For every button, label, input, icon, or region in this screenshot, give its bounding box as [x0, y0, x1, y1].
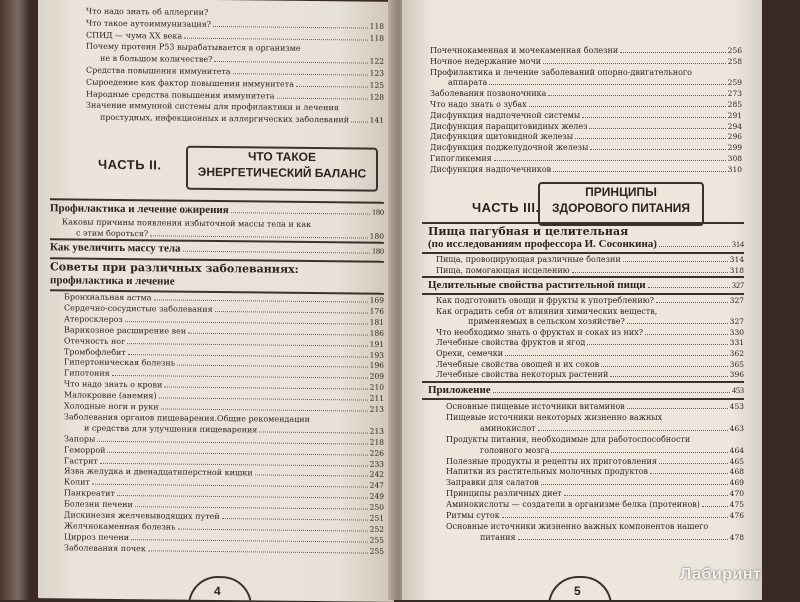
toc-entry	[446, 522, 744, 532]
toc-page-number: 176	[369, 306, 384, 316]
toc-page-number: 464	[729, 445, 744, 455]
toc-entry-title: Народные средства повышения иммунитета	[86, 89, 275, 101]
toc-entry	[446, 467, 744, 477]
toc-entry-title: Как подготовить овощи и фрукты к употреблению?	[436, 296, 654, 305]
toc-page-number: 249	[369, 491, 384, 501]
toc-entry-title: Болезни печени	[64, 499, 133, 510]
dot-leader	[623, 261, 728, 262]
toc-page-number: 193	[369, 350, 384, 360]
toc-entry-title: Ритмы суток	[446, 511, 500, 520]
dot-leader	[493, 392, 730, 393]
toc-page-number: 196	[369, 360, 384, 371]
toc-entry-title: Что такое аутоиммунизация?	[86, 18, 212, 29]
toc-entry	[436, 266, 744, 276]
toc-entry	[86, 42, 384, 55]
toc-entry-title: и средства для улучшения пищеварения	[84, 423, 258, 435]
dot-leader	[656, 302, 728, 303]
toc-entry	[430, 122, 742, 132]
toc-entry-title: Малокровие (анемия)	[64, 390, 157, 401]
toc-entry-title: Лечебные свойства фруктов и ягод	[436, 338, 586, 348]
toc-entry	[436, 296, 744, 306]
toc-entry	[430, 68, 742, 78]
toc-page-number: 476	[729, 511, 744, 520]
toc-entry	[436, 370, 744, 380]
dot-leader	[277, 97, 368, 99]
toc-entry	[86, 18, 384, 31]
toc-page-number: 233	[369, 459, 384, 469]
toc-entry-title: применяемых в сельском хозяйстве?	[468, 317, 625, 327]
toc-entry	[480, 533, 744, 543]
toc-entry-title: Как оградить себя от влияния химических веществ,	[436, 306, 658, 316]
toc-page-number: 252	[369, 524, 384, 534]
toc-page-number: 362	[729, 349, 744, 358]
toc-entry-title: Сердечно-сосудистые заболевания	[64, 303, 213, 314]
toc-page-number: 255	[369, 535, 384, 545]
dot-leader	[582, 117, 725, 118]
toc-page-number: 259	[727, 78, 742, 88]
dot-leader	[128, 354, 368, 358]
toc-entry-title: Цирроз печени	[64, 532, 130, 542]
section-rule	[422, 222, 744, 224]
section-rule	[422, 252, 744, 254]
dot-leader	[627, 408, 728, 409]
dot-leader	[553, 171, 726, 172]
dot-leader	[610, 376, 727, 377]
dot-leader	[233, 73, 368, 75]
toc-entry	[430, 100, 742, 110]
dot-leader	[351, 122, 368, 123]
toc-entry-title: Тромбофлебит	[64, 346, 126, 357]
toc-page-number: 314	[729, 255, 744, 264]
dot-leader	[150, 235, 367, 238]
part-title-line: ЭНЕРГЕТИЧЕСКИЙ БАЛАНС	[197, 164, 367, 181]
toc-entry	[436, 255, 744, 265]
toc-page-number: 299	[727, 143, 742, 153]
toc-entry	[446, 457, 744, 467]
dot-leader	[117, 495, 368, 499]
watermark-logo: Лабиринт	[680, 566, 762, 583]
toc-entry	[64, 543, 384, 556]
toc-page-number: 256	[727, 46, 742, 55]
dot-leader	[127, 343, 367, 347]
toc-page-number: 310	[727, 164, 742, 174]
toc-entry	[430, 46, 742, 56]
dot-leader	[97, 440, 367, 444]
toc-entry-title: Значение иммунной системы для профилактики и лечения	[86, 101, 339, 113]
toc-entry-title: Колит	[64, 477, 90, 487]
section-heading: Пища пагубная и целительная	[428, 225, 629, 238]
dot-leader	[575, 138, 726, 139]
toc-entry	[430, 111, 742, 121]
section-heading-cont	[428, 238, 744, 251]
toc-entry	[468, 317, 744, 327]
dot-leader	[541, 484, 728, 485]
toc-entry-title: Дисфункция паращитовидных желез	[430, 121, 588, 131]
dot-leader	[659, 463, 728, 464]
toc-page-number: 453	[729, 402, 744, 411]
dot-leader	[564, 495, 728, 496]
toc-entry	[436, 307, 744, 317]
toc-entry	[446, 402, 744, 412]
toc-entry-title: Варикозное расширение вен	[64, 325, 187, 336]
toc-entry	[446, 489, 744, 499]
toc-entry-title: Холодные ноги и руки	[64, 401, 159, 412]
toc-page-number: 123	[369, 68, 384, 78]
dot-leader	[159, 397, 368, 400]
section-title: (по исследованиям профессора И. Сосонкина)	[428, 238, 657, 250]
toc-page-number: 468	[729, 467, 744, 477]
dot-leader	[131, 539, 368, 542]
toc-entry-title: аминокислот	[480, 423, 536, 433]
toc-entry-title: Пища, помогающая исцелению	[436, 266, 570, 275]
toc-entry-title: Принципы различных диет	[446, 489, 562, 499]
toc-page-number: 251	[369, 513, 384, 523]
section-page-number: 180	[372, 246, 384, 256]
toc-entry	[446, 478, 744, 488]
dot-leader	[543, 63, 726, 64]
toc-entry-title: не в большом количестве?	[100, 53, 213, 65]
toc-entry	[436, 360, 744, 370]
toc-entry	[448, 78, 742, 88]
toc-entry-title: Гипотония	[64, 368, 110, 379]
toc-page-number: 118	[369, 21, 384, 31]
toc-page-number: 273	[727, 89, 742, 99]
dot-leader	[184, 37, 368, 40]
right-page	[402, 0, 762, 600]
toc-entry-title: Бронхиальная астма	[64, 292, 152, 303]
page-number: 4	[214, 583, 221, 599]
toc-entry-title: СПИД — чума XX века	[86, 30, 183, 41]
left-page	[38, 0, 394, 602]
dot-leader	[296, 86, 368, 88]
toc-page-number: 141	[369, 115, 384, 125]
section-heading	[50, 241, 384, 257]
toc-entry-title: Пищевые источники некоторых жизненно важных	[446, 412, 663, 422]
toc-page-number: 118	[369, 33, 384, 43]
toc-entry	[86, 7, 384, 20]
toc-page-number: 365	[729, 359, 744, 369]
toc-entry-title: Дисфункция надпочечников	[430, 164, 552, 174]
toc-page-number: 308	[727, 154, 742, 163]
toc-entry-title: Профилактика и лечение заболеваний опорно-двигательного	[430, 67, 692, 77]
part-title-box	[186, 146, 378, 192]
toc-entry-title: Лечебные свойства некоторых растений	[436, 370, 609, 380]
toc-entry	[436, 328, 744, 338]
toc-page-number: 475	[729, 500, 744, 510]
section-page-number: 314	[732, 240, 744, 249]
toc-entry	[86, 66, 384, 79]
toc-entry-title: Дисфункция щитовидной железы	[430, 132, 574, 142]
section-heading: Советы при различных заболеваниях:	[50, 260, 299, 276]
toc-entry	[436, 349, 744, 359]
dot-leader	[231, 212, 370, 214]
toc-page-number: 258	[727, 56, 742, 66]
dot-leader	[648, 287, 730, 288]
toc-page-number: 213	[369, 426, 384, 436]
toc-entry	[446, 413, 744, 423]
part-label: ЧАСТЬ III.	[472, 200, 540, 215]
toc-page-number: 478	[729, 532, 744, 542]
toc-entry	[430, 154, 742, 164]
toc-entry-title: Что необходимо знать о фруктах и соках из них?	[436, 327, 644, 337]
dot-leader	[107, 451, 367, 455]
dot-leader	[178, 528, 368, 531]
dot-leader	[551, 452, 727, 453]
toc-page-number: 331	[729, 338, 744, 348]
dot-leader	[601, 366, 728, 367]
toc-page-number: 294	[727, 121, 742, 131]
toc-page-number: 181	[369, 317, 384, 327]
toc-entry-title: Аминокислоты — создатели в организме белка (протеинов)	[446, 500, 700, 510]
part-title-line: ЗДОРОВОГО ПИТАНИЯ	[552, 201, 690, 215]
section-title: профилактика и лечение	[50, 274, 175, 288]
section-title: Профилактика и лечение ожирения	[50, 202, 229, 217]
dot-leader	[255, 475, 368, 477]
section-page-number: 180	[372, 207, 384, 217]
toc-page-number: 191	[369, 339, 384, 349]
part-title-box	[538, 182, 704, 226]
toc-entry-title: Почему протеин Р53 вырабатывается в организме	[86, 42, 301, 54]
section-title: Целительные свойства растительной пищи	[428, 279, 646, 291]
dot-leader	[164, 387, 367, 390]
toc-entry-title: Геморрой	[64, 445, 106, 455]
section-rule	[422, 398, 744, 400]
section-heading	[428, 384, 744, 397]
toc-entry-title: Орехи, семечки	[436, 349, 504, 358]
toc-entry-title: Панкреатит	[64, 488, 115, 499]
toc-page-number: 463	[729, 423, 744, 433]
dot-leader	[161, 408, 368, 411]
toc-page-number: 327	[729, 296, 744, 305]
dot-leader	[590, 149, 725, 150]
toc-entry-title: Язва желудка и двенадцатиперстной кишки	[64, 466, 253, 478]
part-title-line: ПРИНЦИПЫ	[585, 185, 657, 199]
toc-entry-title: Запоры	[64, 434, 96, 444]
toc-page-number: 186	[369, 328, 384, 338]
dot-leader	[650, 473, 728, 474]
dot-leader	[135, 506, 368, 509]
toc-page-number: 122	[369, 56, 384, 66]
part-label: ЧАСТЬ II.	[98, 156, 162, 173]
toc-entry	[446, 435, 744, 445]
toc-page-number: 210	[369, 382, 384, 392]
toc-page-number: 318	[729, 266, 744, 275]
toc-page-number: 330	[729, 327, 744, 337]
toc-page-number: 255	[369, 546, 384, 556]
dot-leader	[259, 431, 367, 433]
toc-entry	[100, 113, 384, 126]
toc-page-number: 226	[369, 448, 384, 458]
section-heading-cont	[50, 274, 384, 290]
toc-entry-title: головного мозга	[480, 445, 550, 455]
toc-entry-title: Дискинезия желчевыводящих путей	[64, 510, 220, 522]
toc-entry-title: Основные источники жизненно важных компонентов нашего	[446, 521, 709, 531]
dot-leader	[505, 355, 728, 356]
toc-entry-title: Что надо знать о крови	[64, 379, 163, 390]
dot-leader	[213, 26, 368, 29]
toc-page-number: 180	[369, 231, 384, 241]
toc-page-number: 396	[729, 370, 744, 380]
dot-leader	[494, 160, 726, 161]
toc-entry	[86, 89, 384, 102]
dot-leader	[627, 323, 728, 324]
toc-entry-title: Напитки из растительных молочных продуктов	[446, 467, 649, 477]
toc-entry-title: Ночное недержание мочи	[430, 56, 542, 66]
toc-page-number: 470	[729, 489, 744, 499]
toc-page-number: 242	[369, 469, 384, 480]
toc-entry-title: Сыроедение как фактор повышения иммунитета	[86, 77, 294, 89]
toc-page-number: 211	[369, 393, 384, 403]
dot-leader	[188, 332, 367, 335]
toc-entry	[86, 30, 384, 43]
dot-leader	[92, 484, 368, 488]
toc-entry-title: Лечебные свойства овощей и их соков	[436, 359, 600, 369]
section-rule	[422, 381, 744, 383]
dot-leader	[529, 106, 726, 107]
toc-entry-title: Заболевания органов пищеварения.Общие рекомендации	[64, 412, 310, 424]
toc-entry-title: Что надо знать о зубах	[430, 100, 527, 109]
dot-leader	[548, 95, 725, 96]
section-title: Как увеличить массу тела	[50, 241, 181, 255]
toc-entry-title: Дисфункция поджелудочной железы	[430, 143, 589, 153]
section-heading	[50, 202, 384, 218]
dot-leader	[489, 84, 725, 85]
toc-page-number: 469	[729, 478, 744, 488]
part-title-line: ЧТО ТАКОЕ	[247, 149, 317, 165]
toc-entry-title: Гипогликемия	[430, 154, 492, 163]
dot-leader	[518, 539, 728, 540]
toc-entry	[430, 165, 742, 175]
dot-leader	[215, 311, 368, 314]
toc-page-number: 125	[369, 80, 384, 90]
section-title: Приложение	[428, 384, 491, 396]
dot-leader	[645, 334, 728, 335]
toc-entry-title: Основные пищевые источники витаминов	[446, 402, 625, 411]
toc-entry-title: Почечнокаменная и мочекаменная болезни	[430, 46, 619, 55]
toc-page-number: 247	[369, 480, 384, 491]
dot-leader	[177, 365, 368, 368]
dot-leader	[702, 506, 728, 507]
dot-leader	[538, 430, 728, 431]
dot-leader	[659, 246, 730, 247]
toc-entry	[430, 57, 742, 67]
toc-entry-title: Заболевания позвоночника	[430, 89, 547, 99]
toc-entry	[480, 424, 744, 434]
toc-entry-title: питания	[480, 532, 516, 542]
toc-entry-title: Полезные продукты и рецепты их приготовления	[446, 456, 657, 466]
toc-page-number: 128	[369, 92, 384, 102]
dot-leader	[502, 517, 728, 518]
toc-entry	[86, 101, 384, 114]
toc-entry-title: с этим бороться?	[76, 228, 149, 239]
dot-leader	[572, 272, 728, 273]
section-heading	[428, 279, 744, 292]
dot-leader	[589, 128, 725, 129]
dot-leader	[125, 321, 368, 325]
toc-entry-title: Дисфункция надпочечной системы	[430, 110, 581, 120]
dot-leader	[100, 462, 368, 466]
dot-leader	[214, 61, 367, 64]
toc-entry-title: Заправки для салатов	[446, 478, 539, 488]
dot-leader	[112, 375, 368, 379]
toc-page-number: 218	[369, 437, 384, 447]
toc-page-number: 291	[727, 110, 742, 120]
toc-page-number: 169	[369, 295, 384, 305]
toc-entry-title: аппарата	[448, 78, 488, 88]
toc-page-number: 296	[727, 132, 742, 142]
toc-entry	[446, 511, 744, 521]
toc-page-number: 465	[729, 456, 744, 466]
toc-entry	[446, 500, 744, 510]
toc-entry-title: Продукты питания, необходимые для работоспособности	[446, 434, 691, 444]
toc-entry	[430, 132, 742, 142]
toc-entry-title: простудных, инфекционных и аллергических заболеваний	[100, 112, 350, 125]
toc-entry-title: Желчнокаменная болезнь	[64, 521, 176, 532]
dot-leader	[620, 52, 726, 53]
section-page-number: 327	[732, 281, 744, 290]
toc-entry	[100, 54, 384, 67]
toc-entry-title: Пища, провоцирующая различные болезни	[436, 255, 621, 264]
toc-entry-title: Гипертоническая болезнь	[64, 357, 176, 368]
section-page-number: 453	[732, 386, 744, 395]
toc-entry	[430, 89, 742, 99]
toc-page-number: 213	[369, 404, 384, 414]
toc-entry-title: Атеросклероз	[64, 314, 123, 324]
toc-page-number: 250	[369, 502, 384, 512]
toc-page-number: 327	[729, 317, 744, 327]
dot-leader	[148, 550, 368, 553]
toc-entry-title: Заболевания почек	[64, 543, 146, 553]
dot-leader	[154, 299, 368, 302]
toc-page-number: 285	[727, 100, 742, 109]
toc-entry-title: Что надо знать об аллергии?	[86, 6, 209, 17]
toc-entry	[430, 143, 742, 153]
toc-entry-title: Отечность ног	[64, 336, 126, 346]
section-rule	[422, 276, 744, 278]
toc-page-number: 209	[369, 371, 384, 382]
toc-entry-title: Каковы причины появления избыточной массы тела и как	[62, 217, 312, 229]
toc-entry	[480, 446, 744, 456]
toc-entry-title: Гастрит	[64, 455, 98, 466]
section-rule	[422, 293, 744, 295]
toc-entry	[86, 77, 384, 90]
toc-entry-title: Средства повышения иммунитета	[86, 65, 231, 77]
dot-leader	[222, 518, 368, 521]
page-number: 5	[574, 584, 581, 598]
toc-entry	[436, 338, 744, 348]
dot-leader	[587, 344, 727, 345]
dot-leader	[183, 251, 370, 254]
